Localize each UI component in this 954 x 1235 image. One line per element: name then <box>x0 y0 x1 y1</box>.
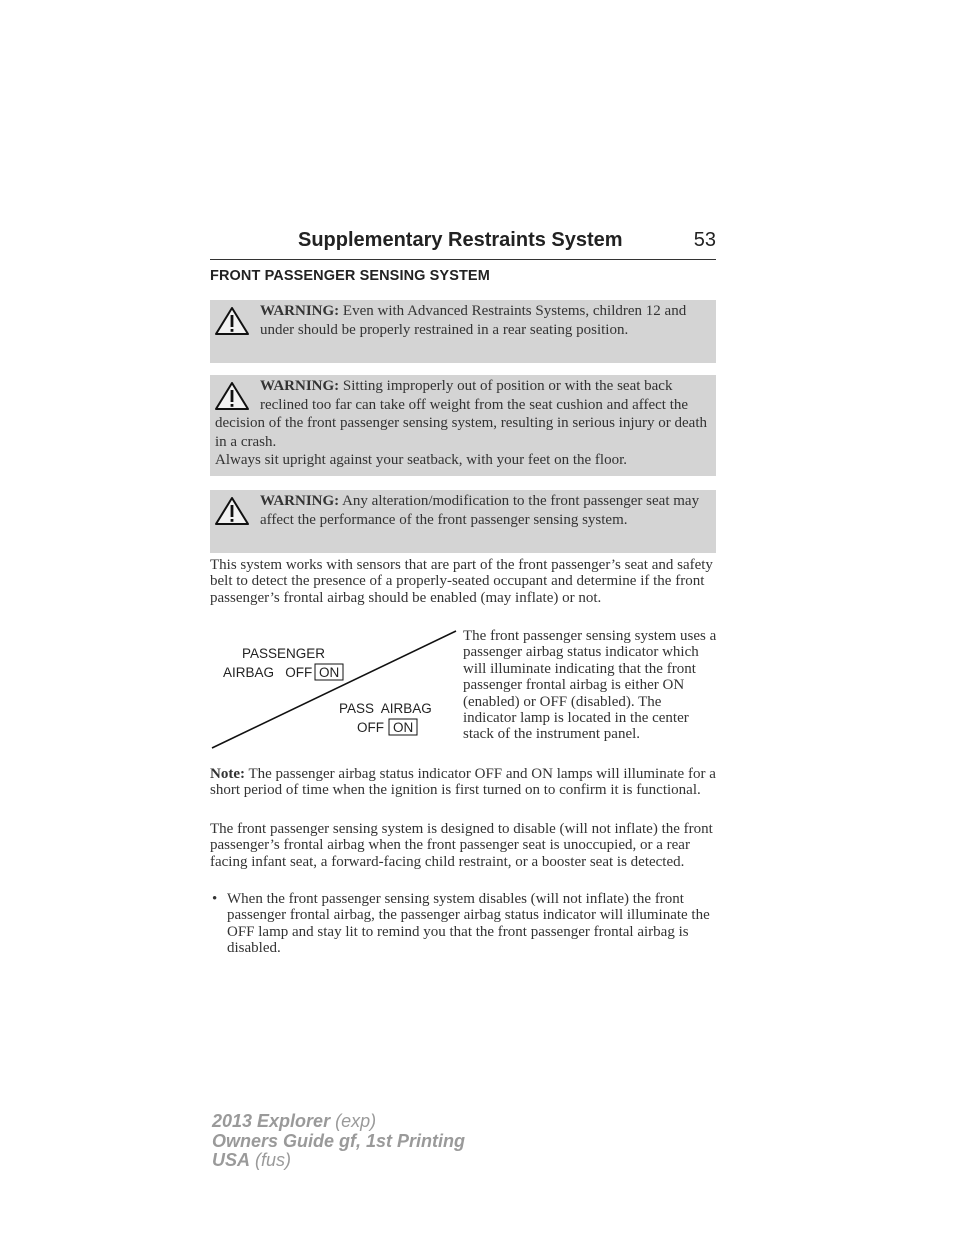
warning-box-1 <box>210 300 716 363</box>
upper-indicator-label-line2: AIRBAG OFF <box>223 665 313 680</box>
warning-triangle-icon <box>214 496 250 526</box>
list-item <box>210 891 716 957</box>
upper-indicator-label-line1: PASSENGER <box>242 646 326 661</box>
intro-paragraph: This system works with sensors that are part of the front passenger’s seat and safety belt to detect the presence of a properly-seated occupant and determine if the front passenger’s frontal airbag should be enabled (may inflate) or not. <box>210 557 713 606</box>
chapter-title: Supplementary Restraints System <box>298 229 623 251</box>
bullet-icon: • <box>212 891 218 907</box>
lower-indicator-label-line2: OFF <box>357 720 384 735</box>
note-label: Note: <box>210 766 245 782</box>
airbag-status-indicator-figure <box>210 628 458 752</box>
footer-line-2: Owners Guide gf, 1st Printing <box>212 1130 466 1151</box>
note-paragraph <box>210 766 716 799</box>
warning-triangle-icon <box>214 381 250 411</box>
warning-text: WARNING: Sitting improperly out of position or with the seat back reclined too far can take off weight from the seat cushion and affect the decision of the front passenger sensing system, resulting in serious injury or death in a crash. <box>215 378 707 450</box>
upper-on-label: ON <box>319 665 340 680</box>
lower-on-label: ON <box>393 720 414 735</box>
footer-line-1: 2013 Explorer (exp) <box>212 1111 377 1131</box>
footer-line-3: USA (fus) <box>212 1150 292 1170</box>
page-number: 53 <box>693 229 716 251</box>
lower-indicator-label-line1: PASS AIRBAG <box>339 701 432 716</box>
warning-triangle-icon <box>214 306 250 336</box>
paragraph-2: The front passenger sensing system is designed to disable (will not inflate) the front passenger’s frontal airbag when the front passenger seat is unoccupied, or a rear facing infant seat, a forward-facing child restraint, or a booster seat is detected. <box>210 821 713 870</box>
section-title: FRONT PASSENGER SENSING SYSTEM <box>210 268 490 284</box>
page-footer <box>212 1112 465 1171</box>
note-text: The passenger airbag status indicator OFF and ON lamps will illuminate for a short period of time when the ignition is first turned on to confirm it is functional. <box>210 766 716 799</box>
warning-text: WARNING: Even with Advanced Restraints Systems, children 12 and under should be properly restrained in a rear seating position. <box>260 303 687 338</box>
warning-box-2 <box>210 375 716 476</box>
page-header <box>210 229 716 260</box>
warning-box-3 <box>210 490 716 553</box>
warning-text: WARNING: Any alteration/modification to the front passenger seat may affect the performance of the front passenger sensing system. <box>260 493 700 528</box>
figure-caption: The front passenger sensing system uses a passenger airbag status indicator which will illuminate indicating that the front passenger frontal airbag is either ON (enabled) or OFF (disabled). The indicator lamp is located in the center stack of the instrument panel. <box>463 628 717 743</box>
warning-extra-text: Always sit upright against your seatback, with your feet on the floor. <box>215 452 627 469</box>
bullet-text: When the front passenger sensing system disables (will not inflate) the front passenger frontal airbag, the passenger airbag status indicator will illuminate the OFF lamp and stay lit to remind you that the front passenger frontal airbag is disabled. <box>227 891 710 957</box>
